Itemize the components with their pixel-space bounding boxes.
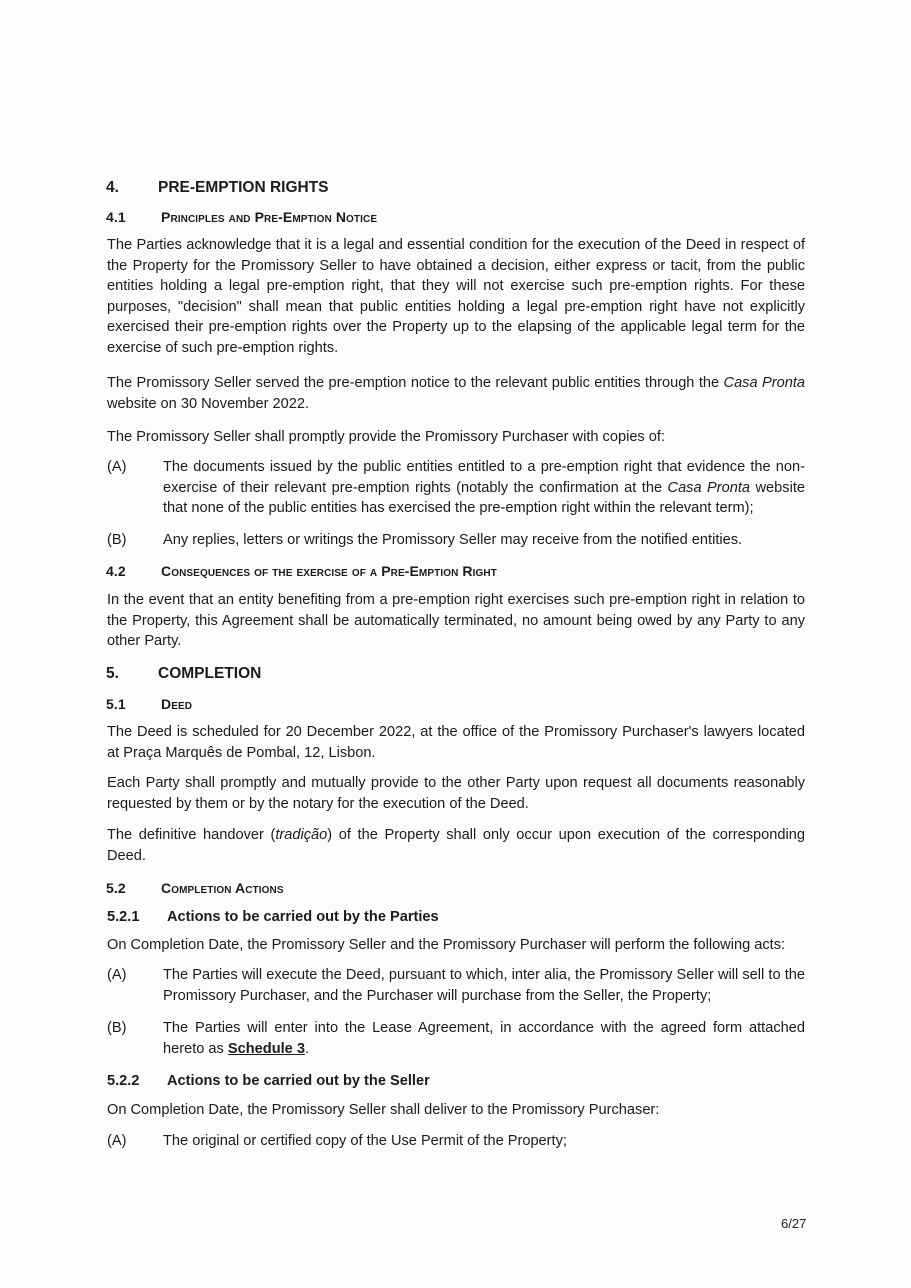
list-item bbox=[107, 530, 805, 551]
section-4-heading bbox=[106, 178, 329, 198]
italic-text: Casa Pronta bbox=[667, 479, 751, 496]
text-run: The Promissory Seller served the pre-emption notice to the relevant public entities through the bbox=[107, 375, 724, 391]
section-5-2-2-paragraph-1: On Completion Date, the Promissory Seller shall deliver to the Promissory Purchaser: bbox=[107, 1102, 660, 1118]
page-number: 6/27 bbox=[781, 1216, 807, 1231]
section-number: 5.1 bbox=[106, 696, 126, 712]
list-label: (A) bbox=[107, 459, 127, 475]
section-title: COMPLETION bbox=[158, 665, 262, 682]
section-title: Deed bbox=[161, 696, 193, 712]
text-run: website that none of the public entities has exercised the pre-emption right within the relevant term); bbox=[163, 479, 805, 516]
text-run: The Parties will enter into the Lease Agreement, in accordance with the agreed form attached hereto as bbox=[163, 1020, 805, 1057]
section-5-1-paragraph-2: Each Party shall promptly and mutually provide to the other Party upon request all documents reasonably requested by them or by the notary for the execution of the Deed. bbox=[107, 775, 805, 812]
section-number: 4.1 bbox=[106, 209, 126, 225]
section-title: Actions to be carried out by the Seller bbox=[167, 1073, 430, 1089]
section-title: Consequences of the exercise of a Pre-Emption Right bbox=[161, 563, 497, 579]
section-number: 5. bbox=[106, 665, 119, 682]
list-item bbox=[107, 1018, 805, 1059]
section-5-2-1-heading bbox=[107, 907, 439, 927]
section-5-heading bbox=[106, 664, 261, 684]
section-4-2-paragraph-1: In the event that an entity benefiting from a pre-emption right exercises such pre-emption right in relation to the Property, this Agreement shall be automatically terminated, no amount being owed by any Party to any other Party. bbox=[107, 592, 805, 649]
list-label: (A) bbox=[107, 1133, 127, 1149]
section-title: PRE-EMPTION RIGHTS bbox=[158, 179, 329, 196]
list-label: (B) bbox=[107, 532, 127, 548]
text-run: website on 30 November 2022. bbox=[107, 395, 310, 412]
section-5-2-2-heading bbox=[107, 1071, 430, 1091]
section-5-2-1-paragraph-1: On Completion Date, the Promissory Seller and the Promissory Purchaser will perform the following acts: bbox=[107, 937, 786, 953]
section-5-1-paragraph-1: The Deed is scheduled for 20 December 2022, at the office of the Promissory Purchaser's lawyers located at Praça Marquês de Pombal, 12, Lisbon. bbox=[107, 724, 805, 761]
section-title: Actions to be carried out by the Parties bbox=[167, 909, 439, 925]
section-title: Completion Actions bbox=[161, 880, 284, 896]
section-number: 4. bbox=[106, 179, 119, 196]
list-item bbox=[107, 457, 805, 519]
section-title: Principles and Pre-Emption Notice bbox=[161, 209, 378, 225]
list-text bbox=[163, 457, 805, 519]
section-number: 5.2.1 bbox=[107, 909, 140, 925]
text-run: The definitive handover ( bbox=[107, 827, 276, 843]
section-5-1-heading bbox=[106, 694, 192, 714]
section-4-1-paragraph-2 bbox=[107, 373, 805, 414]
list-label: (B) bbox=[107, 1020, 127, 1036]
list-text: Any replies, letters or writings the Promissory Seller may receive from the notified entities. bbox=[163, 532, 743, 548]
text-run: The documents issued by the public entities entitled to a pre-emption right that evidence the non-exercise of their relevant pre-emption rights (notably the confirmation at the bbox=[163, 459, 805, 496]
section-5-2-heading bbox=[106, 878, 284, 898]
italic-text: tradição bbox=[275, 827, 328, 843]
section-number: 5.2 bbox=[106, 880, 126, 896]
section-4-1-heading bbox=[106, 207, 377, 227]
list-item bbox=[107, 965, 805, 1006]
italic-text: Casa Pronta bbox=[723, 375, 806, 391]
section-number: 4.2 bbox=[106, 563, 126, 579]
schedule-3-link[interactable]: Schedule 3 bbox=[227, 1040, 305, 1057]
section-4-1-paragraph-1: The Parties acknowledge that it is a legal and essential condition for the execution of the Deed in respect of the Property for the Promissory Seller to have obtained a decision, either express or tacit, from the public entities holding a legal pre-emption right, that they will not exercise such pre-emption rights. For these purposes, "decision" shall mean that public entities holding a legal pre-emption right have not explicitly exercised their pre-emption rights over the Property up to the elapsing of the applicable legal term for the exercise of such pre-emption rights. bbox=[107, 237, 805, 356]
list-label: (A) bbox=[107, 967, 127, 983]
section-4-1-paragraph-3: The Promissory Seller shall promptly provide the Promissory Purchaser with copies of: bbox=[107, 429, 666, 445]
list-text: The original or certified copy of the Use Permit of the Property; bbox=[163, 1133, 567, 1149]
section-5-1-paragraph-3 bbox=[107, 825, 805, 866]
section-4-2-heading bbox=[106, 561, 497, 581]
list-text: The Parties will execute the Deed, pursuant to which, inter alia, the Promissory Seller will sell to the Promissory Purchaser, and the Purchaser will purchase from the Seller, the Property; bbox=[163, 967, 805, 1004]
text-run: ) of the Property shall only occur upon execution of the corresponding Deed. bbox=[107, 827, 805, 864]
list-item bbox=[107, 1131, 805, 1152]
text-run: . bbox=[304, 1040, 310, 1057]
list-text bbox=[163, 1018, 805, 1059]
section-number: 5.2.2 bbox=[107, 1073, 140, 1089]
